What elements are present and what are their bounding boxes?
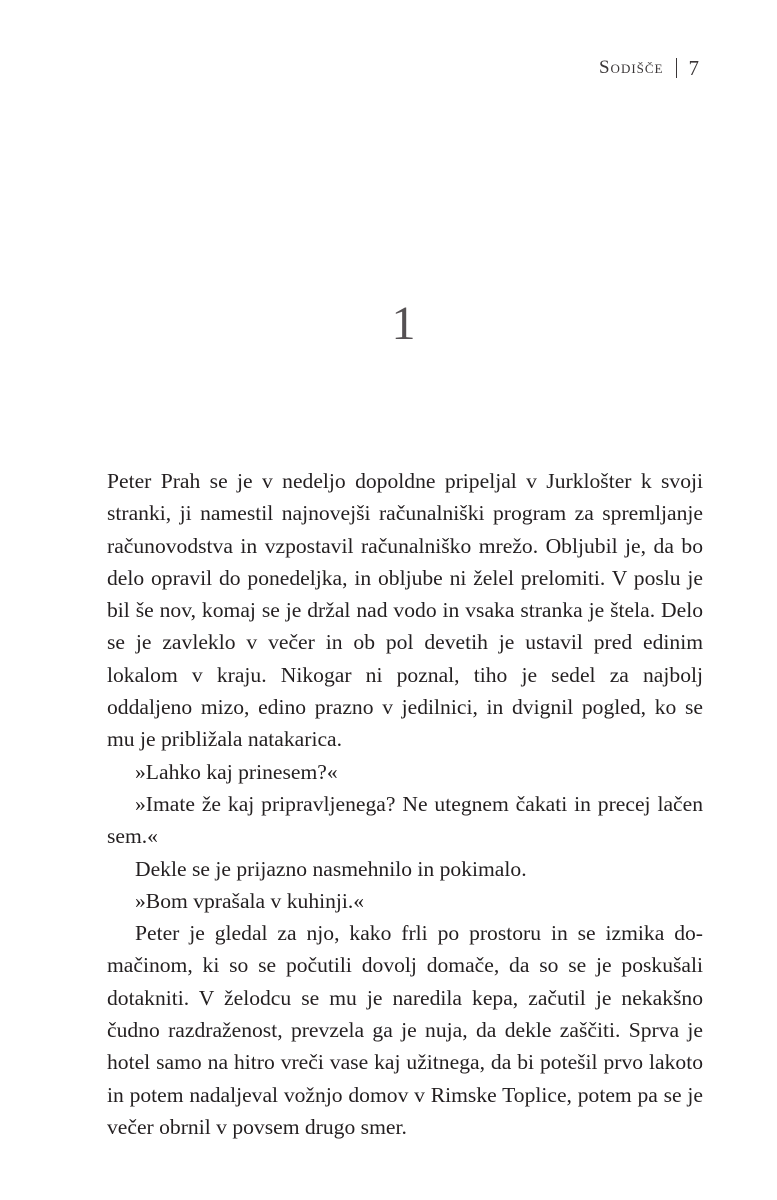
chapter-body: [107, 465, 703, 1143]
paragraph: Peter je gledal za njo, kako frli po prostoru in se izmika domačinom, ki so se počutili dovolj domače, da so se je poskušali dotakniti. V želodcu se mu je naredila kepa, začutil je nekakšno čudno razdraženost, prevzela ga je nuja, da dekle zaščiti. Sprva je hotel samo na hitro vreči vase kaj užitnega, da bi potešil prvo lakoto in potem nadaljeval vožnjo domov v Rimske Toplice, potem pa se je večer obrnil v povsem drugo smer.: [107, 921, 703, 1139]
paragraph: Dekle se je prijazno nasmehnilo in pokimalo.: [135, 856, 527, 881]
paragraph: Peter Prah se je v nedeljo dopoldne pripeljal v Jurklošter k svoji stranki, ji namestil najnovejši računalniški program za spremljanje računovodstva in vzpostavil računalniško mrežo. Obljubil je, da bo delo opravil do ponedeljka, in obljube ni želel prelomiti. V poslu je bil še nov, komaj se je držal nad vodo in vsaka stranka je štela. Delo se je zavleklo v večer in ob pol devetih je ustavil pred edinim lokalom v kraju. Nikogar ni poznal, tiho je sedel za najbolj oddaljeno mizo, edino prazno v jedilnici, in dvignil pogled, ko se mu je približala natakarica.: [107, 469, 703, 752]
running-head: [599, 55, 699, 81]
running-title: Sodišče: [598, 57, 664, 78]
chapter-number: 1: [391, 297, 416, 350]
running-head-divider: [676, 58, 677, 78]
paragraph: »Imate že kaj pripravljenega? Ne utegnem čakati in precej lačen sem.«: [107, 791, 703, 849]
page-number: 7: [688, 56, 699, 80]
paragraph: »Bom vprašala v kuhinji.«: [135, 888, 365, 913]
paragraph: »Lahko kaj prinesem?«: [135, 759, 338, 784]
